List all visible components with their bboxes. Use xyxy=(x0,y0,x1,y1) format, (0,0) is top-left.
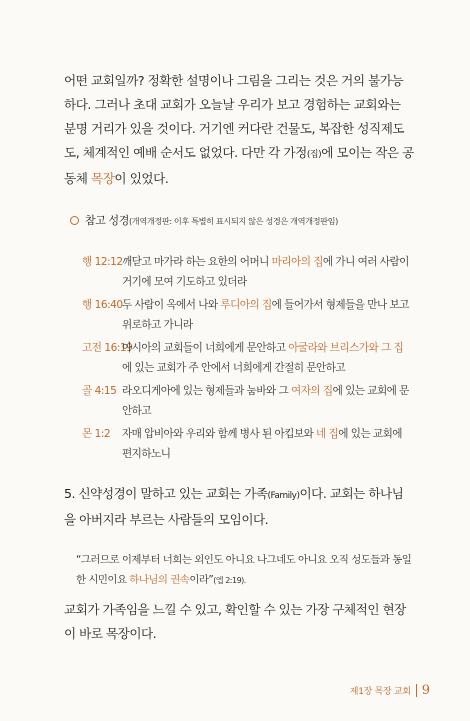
verse-item xyxy=(82,252,412,292)
point-text: 5. 신약성경이 말하고 있는 교회는 가족 xyxy=(64,486,268,501)
verse-item xyxy=(82,381,412,421)
reference-heading xyxy=(70,213,410,229)
scripture-quote xyxy=(76,550,414,591)
intro-paragraph xyxy=(64,69,414,191)
point-small-note: (Family) xyxy=(267,491,300,501)
verse-highlight: 여자의 집 xyxy=(291,385,333,397)
intro-small-note: (집) xyxy=(306,150,322,160)
closing-paragraph: 교회가 가족임을 느낄 수 있고, 확인할 수 있는 가장 구체적인 현장이 바로 목장이다. xyxy=(64,602,406,641)
verse-text: 두 사람이 옥에서 나와 루디아의 집에 들어가서 형제들을 만나 보고 위로하고 가니라 xyxy=(122,299,409,331)
reference-title: 참고 성경 xyxy=(85,214,130,227)
verse-highlight: 아굴라와 브리스가와 그 집 xyxy=(288,342,404,354)
verse-highlight: 마리아의 집 xyxy=(271,256,323,268)
verse-highlight: 루디아의 집 xyxy=(220,299,272,311)
verse-list xyxy=(82,252,412,467)
verse-item xyxy=(82,424,412,464)
verse-text: 자매 압비아와 우리와 함께 병사 된 아킵보와 네 집에 있는 교회에 편지하노니 xyxy=(122,428,402,460)
verse-item xyxy=(82,295,412,335)
circle-bullet-icon xyxy=(70,216,79,225)
verse-item xyxy=(82,338,412,378)
point-text-end: 이다. 교회는 하나님을 아버지라 부르는 사람들의 모임이다. xyxy=(64,486,404,527)
verse-reference: 몬 1:2 xyxy=(82,428,111,440)
footer-divider xyxy=(416,684,417,697)
intro-highlight: 목장 xyxy=(90,171,115,186)
page-footer xyxy=(318,682,430,698)
quote-end: 이라” xyxy=(189,574,214,586)
verse-highlight: 네 집 xyxy=(316,428,339,440)
quote-text: “그러므로 이제부터 너희는 외인도 아니요 나그네도 아니요 오직 성도들과 동일한 시민이요 xyxy=(76,554,412,586)
verse-text: 아시아의 교회들이 너희에게 문안하고 아굴라와 브리스가와 그 집에 있는 교회가 주 안에서 너희에게 간절히 문안하고 xyxy=(122,342,404,374)
verse-text: 라오디게아에 있는 형제들과 눔바와 그 여자의 집에 있는 교회에 문안하고 xyxy=(122,385,409,417)
quote-citation: (엡 2:19). xyxy=(213,576,246,585)
intro-middle: 에 모이는 작은 공동체 xyxy=(64,145,414,186)
verse-reference: 고전 16:19 xyxy=(82,342,133,354)
page-number: 9 xyxy=(421,682,430,698)
intro-end: 이 있었다. xyxy=(114,171,169,186)
numbered-point-5 xyxy=(64,482,414,532)
intro-text: 어떤 교회일까? 정확한 설명이나 그림을 그리는 것은 거의 불가능하다. 그러나 초대 교회가 오늘날 우리가 보고 경험하는 교회와는 분명 거리가 있을 것이다. 거기엔 커다란 건물도, 복잡한 성직제도도, 체계적인 예배 순서도 없었다. 다만 각 가정 xyxy=(64,73,405,160)
verse-reference: 골 4:15 xyxy=(82,385,117,397)
chapter-label: 제1장 목장 교회 xyxy=(349,686,411,697)
verse-reference: 행 16:40 xyxy=(82,299,123,311)
reference-note: (개역개정판: 이후 특별히 표시되지 않은 성경은 개역개정판임) xyxy=(129,216,338,226)
verse-reference: 행 12:12 xyxy=(82,256,123,268)
verse-text: 깨닫고 마가라 하는 요한의 어머니 마리아의 집에 가니 여러 사람이 거기에 모여 기도하고 있더라 xyxy=(122,256,409,288)
quote-highlight: 하나님의 권속 xyxy=(129,574,190,586)
